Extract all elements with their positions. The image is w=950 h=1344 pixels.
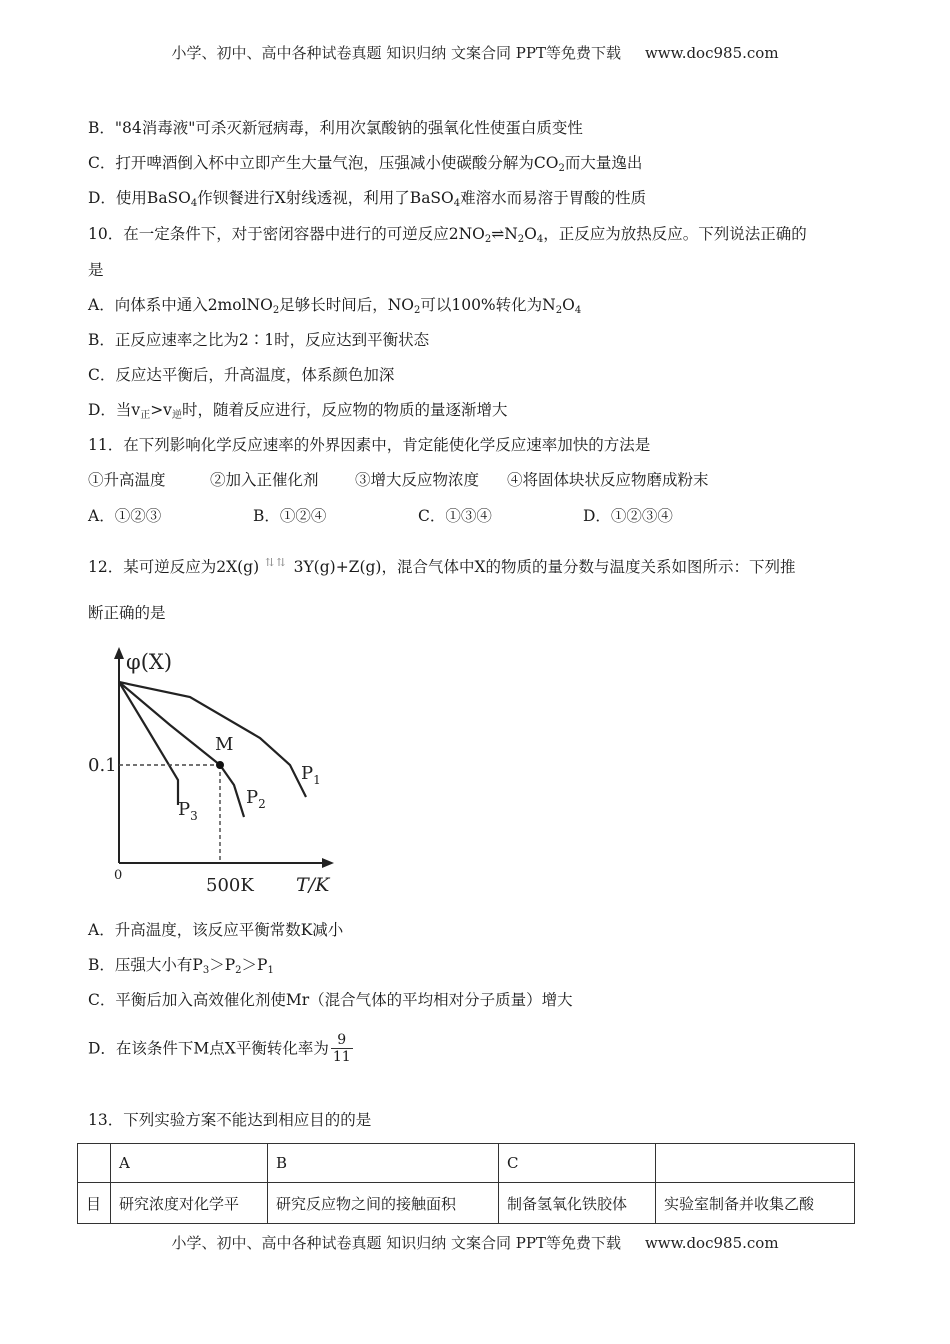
q11-item: ③增大反应物浓度 — [355, 471, 480, 489]
q11-item: ④将固体块状反应物磨成粉末 — [507, 471, 709, 489]
q13-stem: 13．下列实验方案不能达到相应目的的是 — [88, 1111, 372, 1129]
table-cell: 研究反应物之间的接触面积 — [268, 1183, 499, 1224]
q11-option: B．①②④ — [253, 507, 327, 525]
table-cell: 实验室制备并收集乙酸 — [656, 1183, 855, 1224]
q12-option-b: B．压强大小有$P_3>P_2>P_1$ — [88, 956, 274, 976]
fraction: $\frac{9}{11}$ — [332, 1032, 351, 1065]
q10-option-a: A．向体系中通入2molNO$_2$足够长时间后，$NO_2$可以100%转化为$N_2O_4$ — [88, 296, 582, 316]
q11-items — [88, 470, 709, 490]
q11-options — [88, 506, 673, 526]
series-label-p2: $P_2$ — [246, 787, 266, 811]
page-footer — [0, 1232, 950, 1253]
table-cell — [656, 1144, 855, 1183]
page-header — [0, 42, 950, 63]
table-cell: 研究浓度对化学平 — [111, 1183, 268, 1224]
table-row — [78, 1144, 855, 1183]
q12-option-d: D．在该条件下M点X平衡转化率为 $\frac{9}{11}$ — [88, 1032, 351, 1065]
q10-option-d: D．当$v_正>v_逆$时，随着反应进行，反应物的物质的量逐渐增大 — [88, 401, 508, 421]
q9-option-b: B．"84消毒液"可杀灭新冠病毒，利用次氯酸钠的强氧化性使蛋白质变性 — [88, 119, 583, 137]
curve-p3 — [119, 682, 178, 805]
q10-stem: 10．在一定条件下，对于密闭容器中进行的可逆反应$2NO_2\rightleftharpoons N_2O_4$，正反应为放热反应。下列说法正确的 — [88, 225, 807, 245]
curve-p1 — [119, 682, 306, 797]
q12-option-a: A．升高温度，该反应平衡常数K减小 — [88, 921, 344, 939]
header-site: www.doc985.com — [644, 44, 779, 62]
q11-option: A．①②③ — [88, 507, 162, 525]
table-cell: 目 — [78, 1183, 111, 1224]
table-cell: B — [268, 1144, 499, 1183]
footer-text: 小学、初中、高中各种试卷真题 知识归纳 文案合同 PPT等免费下载 — [171, 1234, 621, 1252]
phi-temperature-chart — [88, 645, 340, 896]
table-cell — [78, 1144, 111, 1183]
x-axis-arrow — [322, 858, 334, 868]
q10-stem-cont: 是 — [88, 261, 104, 279]
q10-option-b: B．正反应速率之比为2∶1时，反应达到平衡状态 — [88, 331, 430, 349]
q9-option-c: C．打开啤酒倒入杯中立即产生大量气泡，压强减小使碳酸分解为$CO_2$而大量逸出 — [88, 154, 643, 174]
y-axis-label: φ(X) — [126, 650, 173, 674]
header-text: 小学、初中、高中各种试卷真题 知识归纳 文案合同 PPT等免费下载 — [171, 44, 621, 62]
q10-option-c: C．反应达平衡后，升高温度，体系颜色加深 — [88, 366, 395, 384]
q11-option: D．①②③④ — [583, 507, 673, 525]
q11-item: ①升高温度 — [88, 471, 166, 489]
table-cell: 制备氢氧化铁胶体 — [499, 1183, 656, 1224]
q11-stem: 11．在下列影响化学反应速率的外界因素中，肯定能使化学反应速率加快的方法是 — [88, 436, 651, 454]
footer-site: www.doc985.com — [644, 1234, 779, 1252]
table-cell: C — [499, 1144, 656, 1183]
q13-table — [77, 1143, 855, 1224]
table-row — [78, 1183, 855, 1224]
q12-stem-cont: 断正确的是 — [88, 604, 166, 622]
table-cell: A — [111, 1144, 268, 1183]
point-m-label: M — [215, 734, 234, 755]
q11-option: C．①③④ — [418, 507, 492, 525]
q12-option-c: C．平衡后加入高效催化剂使Mr（混合气体的平均相对分子质量）增大 — [88, 991, 573, 1009]
x-axis-label: T/K — [296, 874, 330, 896]
point-m — [216, 761, 224, 769]
q12-stem: 12．某可逆反应为2X(g) ⇅⇅ 3Y(g)+Z(g)，混合气体中X的物质的量分数与温度关系如图所示：下列推 — [88, 553, 796, 577]
y-tick-label: 0.1 — [88, 755, 117, 776]
q9-option-d: D．使用BaSO$_4$作钡餐进行X射线透视，利用了BaSO$_4$难溶水而易溶于胃酸的性质 — [88, 189, 647, 209]
q11-item: ②加入正催化剂 — [210, 471, 319, 489]
y-axis-arrow — [114, 647, 124, 659]
equilibrium-arrow-icon: ⇅⇅ — [265, 556, 288, 569]
x-tick-label: 500K — [206, 875, 254, 896]
series-label-p3: $P_3$ — [178, 799, 198, 823]
series-label-p1: $P_1$ — [301, 763, 321, 787]
origin-label: 0 — [114, 868, 123, 883]
